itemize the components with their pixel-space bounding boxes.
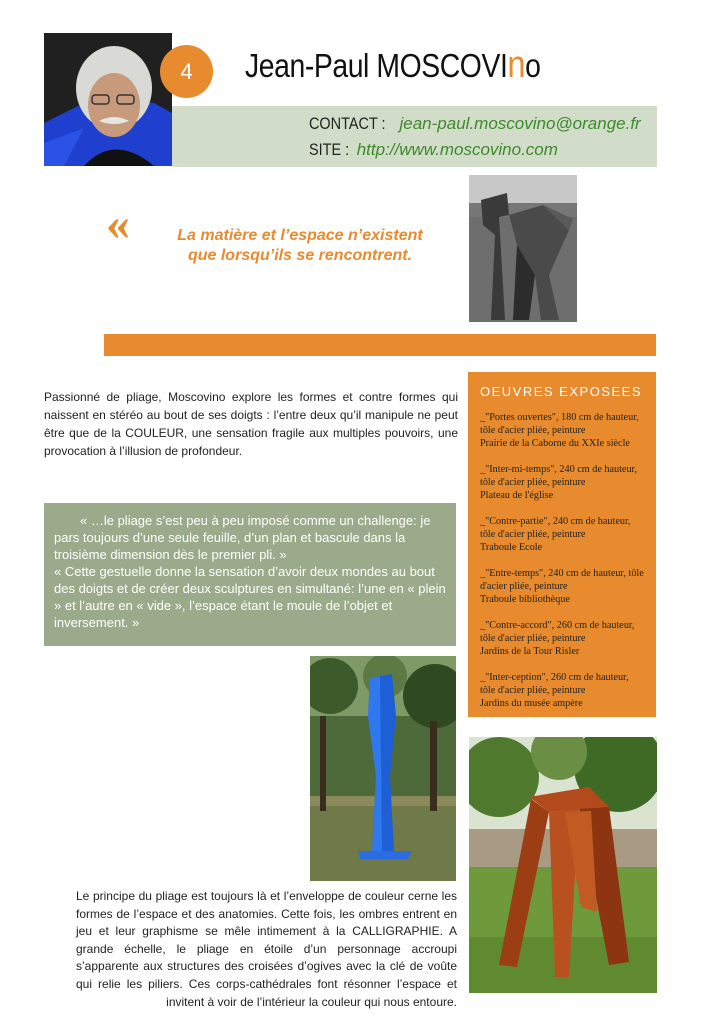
work-line: tôle d'acier pliée, peinture [480,633,586,644]
artist-portrait-photo [44,33,172,166]
work-item [480,567,646,606]
work-line: Jardins du musée ampère [480,698,583,709]
work-item [480,463,646,502]
contact-email-row [309,114,641,134]
intro-paragraph: Passionné de pliage, Moscovino explore les formes et contre formes qui naissent en stéréo au bout de ses doigts : l’entre deux qu’il manipule ne peut être que de la COULEUR, une sensation fragile aux multiples pouvoirs, une provocation à l’illusion de profondeur. [44,390,458,458]
work-line: tôle d'acier pliée, peinture [480,529,586,540]
work-line: _"Inter-mi-temps", 240 cm de hauteur, [480,464,638,475]
blue-sculpture-photo [310,656,456,881]
work-item [480,671,646,710]
contact-email-link[interactable]: jean-paul.moscovino@orange.fr [399,114,641,133]
artist-quote-paragraph-2: « Cette gestuelle donne la sensation d’avoir deux mondes au bout des doigts et de créer deux sculptures en simultané: l’une en « plein » et l’autre en « vide », l’espace étant le moule de l’objet et inversement. » [54,564,446,630]
work-line: _"Entre-temps", 240 cm de hauteur, tôle [480,568,644,579]
artist-name-main: Jean-Paul MOSCOVI [245,47,508,84]
artist-name-end: o [525,47,541,84]
sculpture-photo-bw [469,175,577,322]
work-line: tôle d'acier pliée, peinture [480,425,586,436]
work-line: tôle d'acier pliée, peinture [480,685,586,696]
artist-name-accent-letter: n [507,44,526,86]
work-line: Jardins de la Tour Risler [480,646,580,657]
closing-paragraph: Le principe du pliage est toujours là et l’enveloppe de couleur cerne les formes de l’espace et des anatomies. Cette fois, les ombres entrent en jeu et leur graphisme se mêle intimement à la CALLIGRAPHIE. A grande échelle, le pliage en étoile d’un personnage accroupi s’apparente aux structures des croisées d’ogives avec la clé de voûte qui relie les piliers. Ces corps-cathédrales font résonner l’espace et invitent à voir de l’intérieur la couleur qui nous entoure. [76,889,457,1009]
artist-name-heading [245,44,541,87]
contact-site-row [309,140,558,160]
orange-divider-bar [104,334,656,356]
work-line: _"Contre-partie", 240 cm de hauteur, [480,516,631,527]
site-label: SITE : [309,140,350,159]
rust-sculpture-photo [469,737,657,993]
quote-mark-icon: « [106,197,130,250]
work-line: Traboule Ecole [480,542,543,553]
pull-quote-line-1: La matière et l’espace n’existent [177,227,423,244]
contact-label: CONTACT : [309,114,386,133]
work-item [480,619,646,658]
works-title: OEUVRES EXPOSEES [480,384,642,399]
pull-quote-line-2: que lorsqu’ils se rencontrent. [187,247,413,264]
work-line: Plateau de l'église [480,490,554,501]
artist-quote-box [44,503,456,646]
work-item [480,411,646,450]
work-line: d'acier pliée, peinture [480,581,568,592]
work-line: _"Inter-ception", 260 cm de hauteur, [480,672,629,683]
pull-quote [155,226,445,266]
work-line: Traboule bibliothèque [480,594,570,605]
contact-band [172,106,657,167]
artist-quote-paragraph-1: « …le pliage s’est peu à peu imposé comme un challenge: je pars toujours d’une seule feuille, d’un plan et bascule dans la troisième dimension dès le premier pli. » [54,513,431,562]
work-line: _"Contre-accord", 260 cm de hauteur, [480,620,635,631]
work-line: tôle d'acier pliée, peinture [480,477,586,488]
site-url-link[interactable]: http://www.moscovino.com [356,140,558,159]
exhibited-works-box [468,372,656,717]
page-number-badge: 4 [160,45,213,98]
work-line: _"Portes ouvertes", 180 cm de hauteur, [480,412,639,423]
work-item [480,515,646,554]
work-line: Prairie de la Caborne du XXIe siècle [480,438,630,449]
